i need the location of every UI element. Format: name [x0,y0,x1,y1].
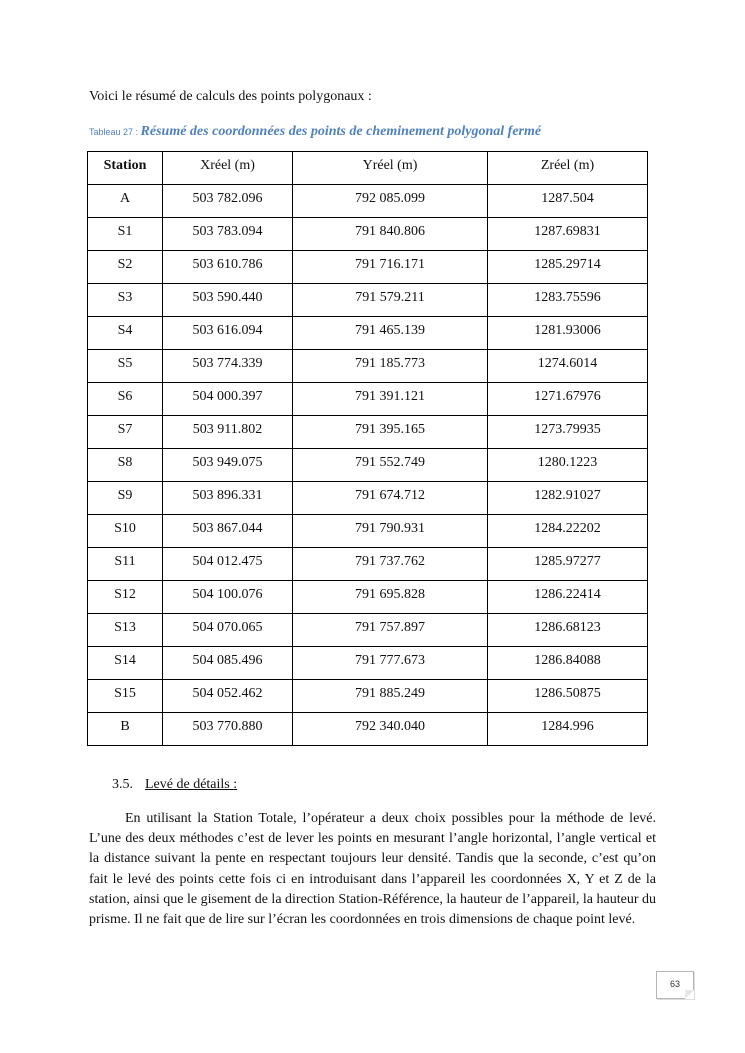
cell-x: 503 590.440 [163,284,293,317]
cell-y: 791 777.673 [293,647,488,680]
cell-z: 1284.22202 [488,515,648,548]
cell-y: 791 579.211 [293,284,488,317]
table-row [88,350,648,383]
cell-station: S12 [88,581,163,614]
table-caption [89,122,541,140]
cell-x: 503 774.339 [163,350,293,383]
caption-label: Tableau 27 : [89,127,141,137]
table-row [88,284,648,317]
cell-y: 791 885.249 [293,680,488,713]
cell-station: S4 [88,317,163,350]
cell-station: S7 [88,416,163,449]
cell-x: 504 070.065 [163,614,293,647]
header-y: Yréel (m) [293,152,488,185]
cell-z: 1287.69831 [488,218,648,251]
cell-station: S8 [88,449,163,482]
coordinates-table [87,151,648,746]
cell-station: S14 [88,647,163,680]
table-row [88,647,648,680]
intro-text: Voici le résumé de calculs des points polygonaux : [89,89,372,104]
cell-z: 1284.996 [488,713,648,746]
cell-y: 791 840.806 [293,218,488,251]
cell-z: 1286.22414 [488,581,648,614]
cell-y: 791 737.762 [293,548,488,581]
header-x: Xréel (m) [163,152,293,185]
section-heading [112,777,237,793]
header-z: Zréel (m) [488,152,648,185]
cell-station: S6 [88,383,163,416]
cell-y: 791 757.897 [293,614,488,647]
table-row [88,680,648,713]
cell-x: 503 783.094 [163,218,293,251]
table-row [88,383,648,416]
section-number: 3.5. [112,777,133,792]
table-row [88,713,648,746]
section-title: Levé de détails : [145,777,238,792]
cell-x: 503 782.096 [163,185,293,218]
cell-x: 503 867.044 [163,515,293,548]
cell-z: 1281.93006 [488,317,648,350]
cell-z: 1285.97277 [488,548,648,581]
cell-station: A [88,185,163,218]
table-row [88,317,648,350]
cell-station: S11 [88,548,163,581]
cell-z: 1286.84088 [488,647,648,680]
cell-y: 791 395.165 [293,416,488,449]
page-number-box [656,971,694,999]
cell-z: 1280.1223 [488,449,648,482]
page-fold-decoration [685,990,694,999]
cell-x: 503 911.802 [163,416,293,449]
page-number: 63 [669,979,680,989]
cell-station: S3 [88,284,163,317]
header-station: Station [88,152,163,185]
table-row [88,416,648,449]
cell-z: 1273.79935 [488,416,648,449]
cell-x: 503 616.094 [163,317,293,350]
body-paragraph: En utilisant la Station Totale, l’opérateur a deux choix possibles pour la méthode de levé. L’une des deux méthodes c’est de lever les points en mesurant l’angle horizontal, l’angle vertical et la distance suivant la pente en respectant toujours leur densité. Tandis que la seconde, c’est qu’on fait le levé des points cette fois ci en introduisant dans l’appareil les coordonnées X, Y et Z de la station, ainsi que le gisement de la direction Station-Référence, la hauteur de l’appareil, la hauteur du prisme. Il ne fait que de lire sur l’écran les coordonnées en trois dimensions de chaque point levé. [89,811,656,928]
cell-z: 1286.68123 [488,614,648,647]
table-row [88,614,648,647]
cell-y: 791 552.749 [293,449,488,482]
cell-y: 791 465.139 [293,317,488,350]
header-row [88,152,648,185]
cell-station: S10 [88,515,163,548]
cell-station: S13 [88,614,163,647]
table-row [88,548,648,581]
cell-y: 791 674.712 [293,482,488,515]
cell-x: 504 012.475 [163,548,293,581]
cell-x: 503 610.786 [163,251,293,284]
cell-y: 791 790.931 [293,515,488,548]
cell-y: 791 695.828 [293,581,488,614]
cell-z: 1286.50875 [488,680,648,713]
table-header [88,152,648,185]
cell-station: S9 [88,482,163,515]
cell-z: 1285.29714 [488,251,648,284]
cell-z: 1271.67976 [488,383,648,416]
cell-y: 791 716.171 [293,251,488,284]
cell-x: 504 000.397 [163,383,293,416]
cell-y: 791 185.773 [293,350,488,383]
cell-station: S5 [88,350,163,383]
cell-x: 504 052.462 [163,680,293,713]
cell-x: 504 100.076 [163,581,293,614]
cell-y: 792 340.040 [293,713,488,746]
table-row [88,449,648,482]
cell-y: 792 085.099 [293,185,488,218]
cell-z: 1287.504 [488,185,648,218]
cell-station: S2 [88,251,163,284]
table-row [88,251,648,284]
cell-x: 504 085.496 [163,647,293,680]
table-row [88,218,648,251]
cell-x: 503 770.880 [163,713,293,746]
cell-y: 791 391.121 [293,383,488,416]
table-row [88,185,648,218]
cell-station: B [88,713,163,746]
cell-z: 1274.6014 [488,350,648,383]
table-row [88,482,648,515]
cell-station: S1 [88,218,163,251]
table-body [88,185,648,746]
cell-z: 1282.91027 [488,482,648,515]
table-row [88,581,648,614]
cell-x: 503 949.075 [163,449,293,482]
cell-station: S15 [88,680,163,713]
caption-title: Résumé des coordonnées des points de cheminement polygonal fermé [140,124,542,139]
cell-z: 1283.75596 [488,284,648,317]
cell-x: 503 896.331 [163,482,293,515]
table-row [88,515,648,548]
